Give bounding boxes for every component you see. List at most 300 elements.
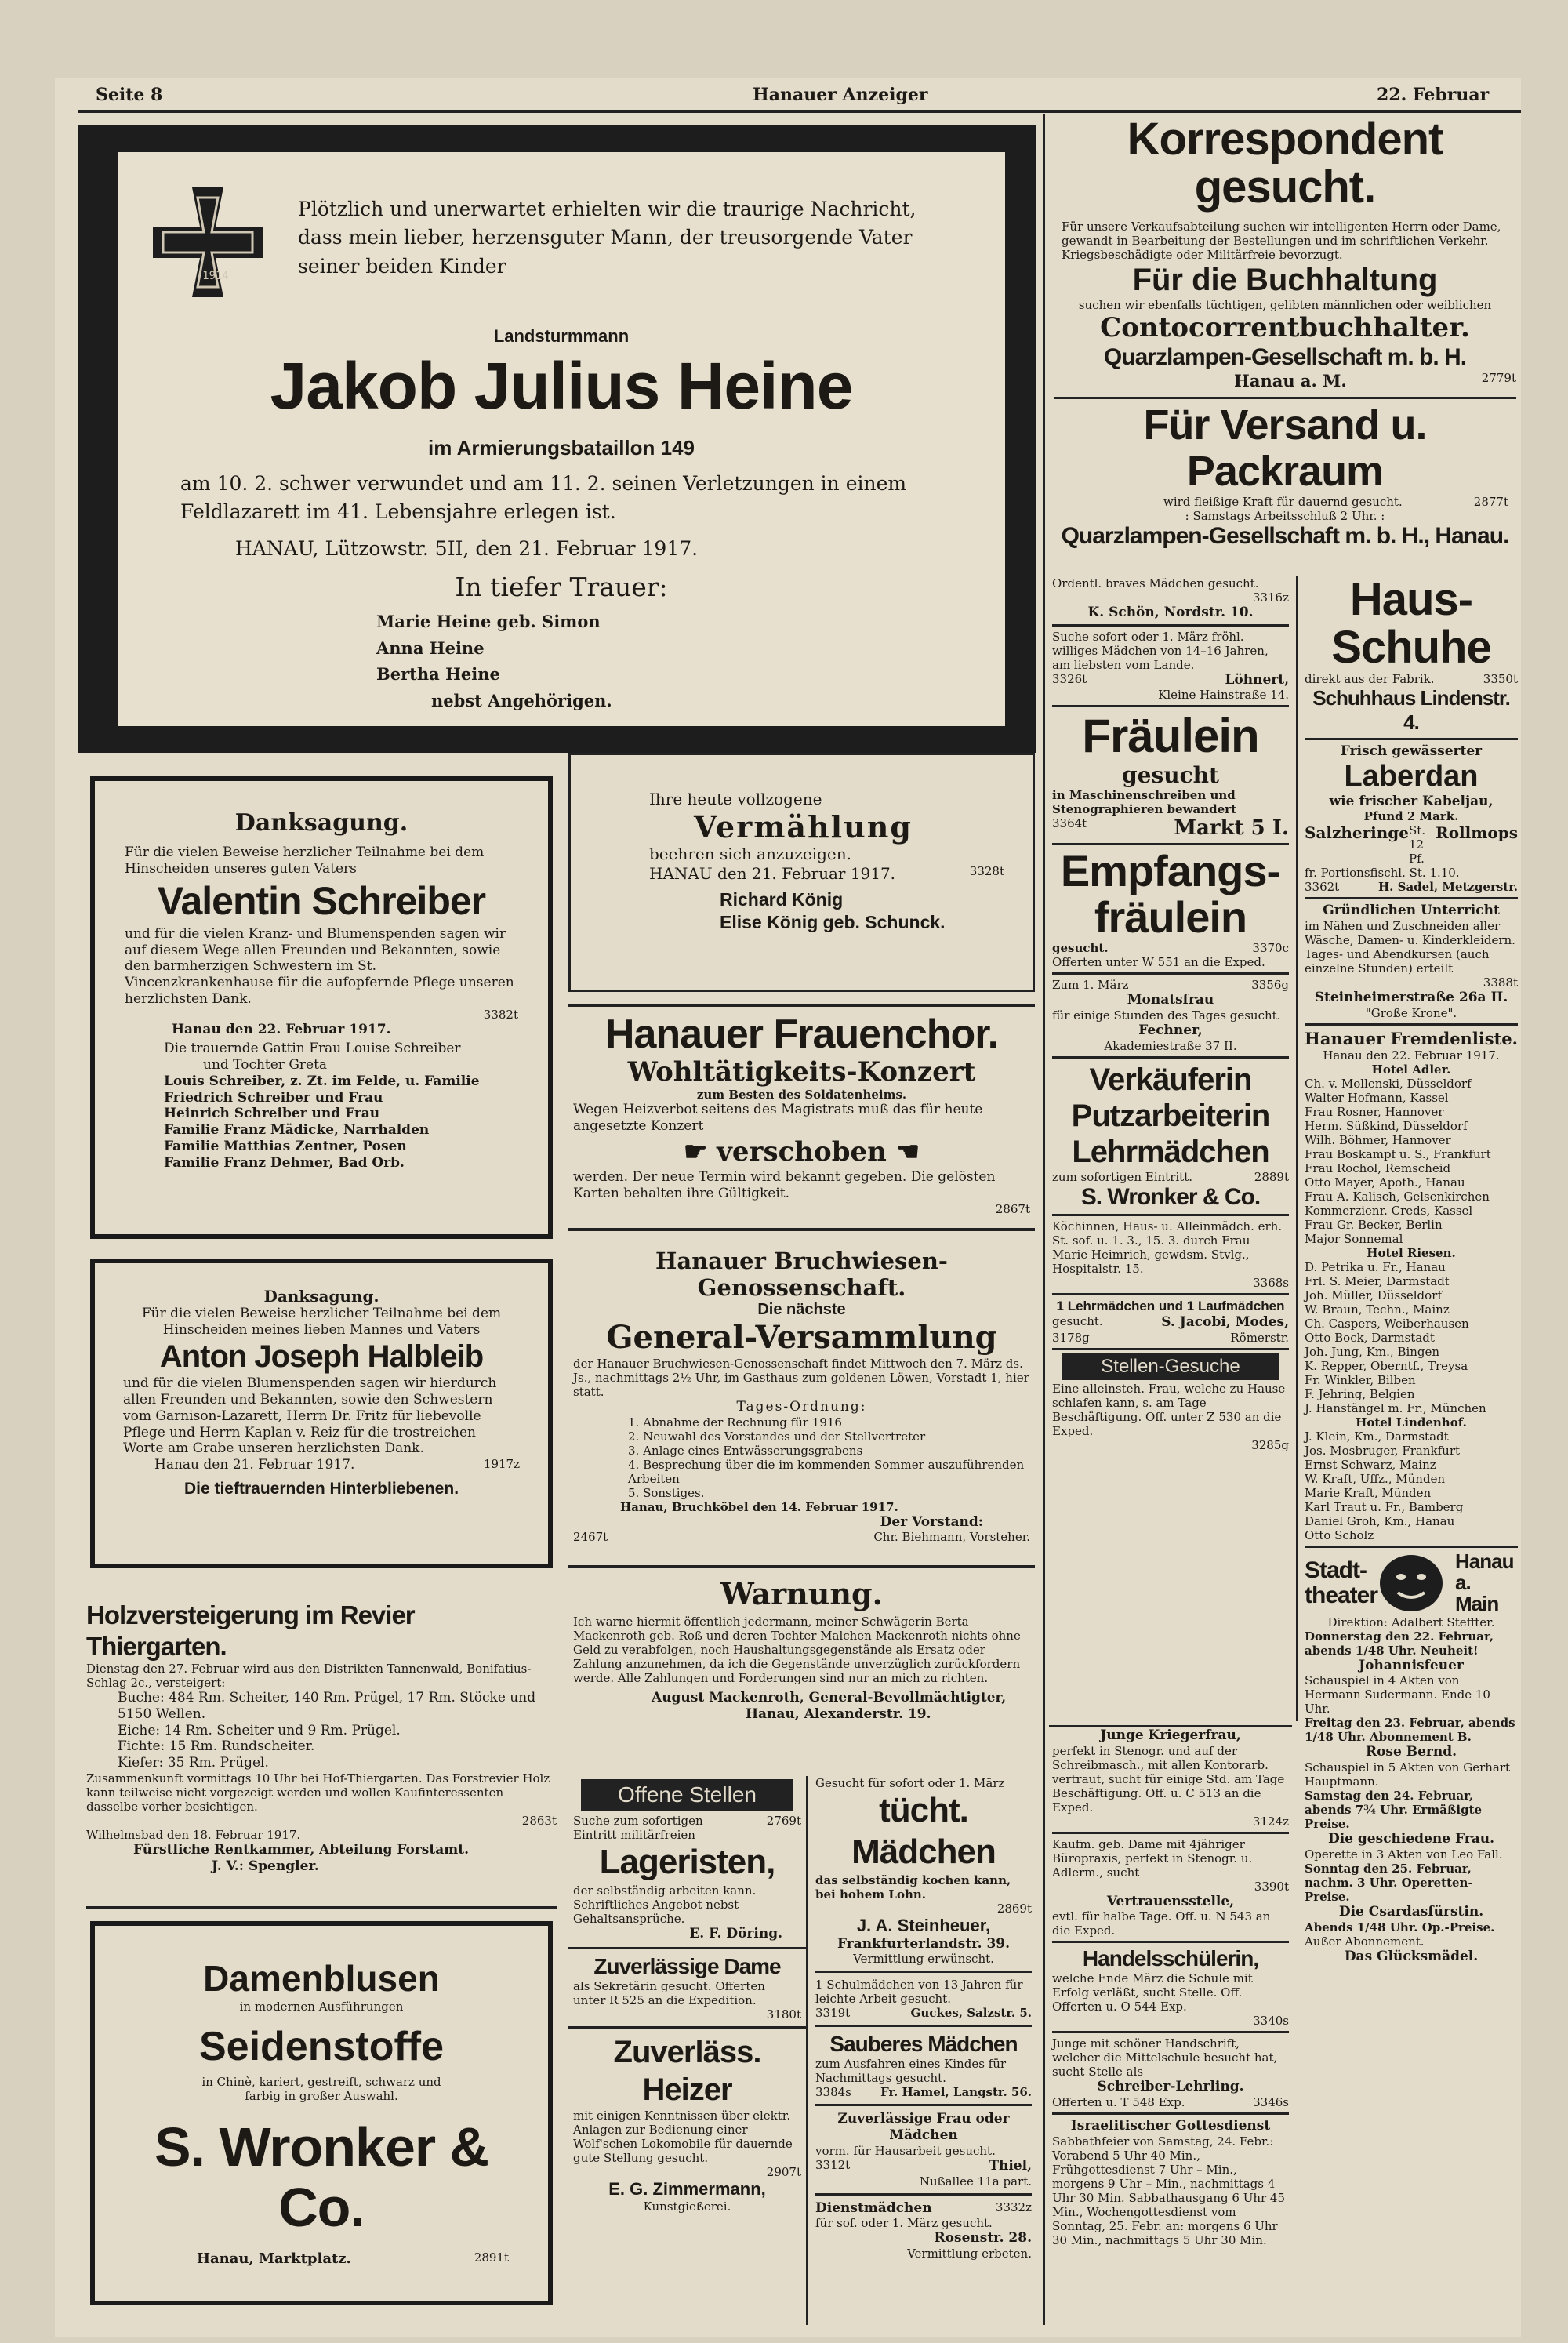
- buch-title2: Contocorrentbuchhalter.: [1100, 311, 1470, 343]
- danksagung2-text: und für die vielen Blumenspenden sagen wir hierdurch allen Freunden und Bekannten, sowie den Schwestern vom Garnison-Lazarett, Herrn Dr. Fritz für liebevolle Pflege und Herrn Kaplan v. Reiz für die trostreichen Worte am Grabe unseren herzlichsten Dank.: [123, 1375, 497, 1457]
- blusen-firm: S. Wronker & Co.: [154, 2116, 489, 2238]
- choir-sub: Wohltätigkeits-Konzert: [627, 1055, 976, 1088]
- divider: [815, 1971, 1032, 1973]
- verk-title2: Putzarbeiterin: [1071, 1098, 1270, 1133]
- holz-sign: Fürstliche Rentkammer, Abteilung Forstamt.: [133, 1841, 469, 1858]
- korr-title: Korrespondent gesucht.: [1127, 116, 1443, 213]
- mourning-family: [376, 608, 768, 714]
- guest: Daniel Groh, Km., Hanau: [1305, 1513, 1455, 1528]
- verk-firm: S. Wronker & Co.: [1080, 1183, 1261, 1210]
- heizer-firm: E. G. Zimmermann,: [608, 2178, 766, 2199]
- fr-date: Hanau den 22. Februar 1917.: [1323, 1048, 1500, 1063]
- perf-line: Freitag den 23. Februar, abends 1/48 Uhr. Abonnement B.: [1305, 1716, 1515, 1745]
- sauber-addr: Fr. Hamel, Langstr. 56.: [880, 2085, 1032, 2100]
- guest: F. Jehring, Belgien: [1305, 1386, 1415, 1401]
- lehr-firm: S. Jacobi, Modes,: [1161, 1314, 1289, 1331]
- haus-text: direkt aus der Fabrik.: [1305, 671, 1435, 686]
- lehr-text: gesucht.: [1052, 1314, 1103, 1329]
- versand-text2: : Samstags Arbeitsschluß 2 Uhr. :: [1185, 509, 1385, 524]
- lande-text: Suche sofort oder 1. März fröhl. williges Mädchen von 14–16 Jahren, am liebsten vom Lande.: [1052, 629, 1269, 672]
- verk-title1: Verkäuferin: [1089, 1062, 1252, 1097]
- perf-line: Johannisfeuer: [1359, 1657, 1464, 1673]
- frau-title: Zuverlässige Frau oder Mädchen: [837, 2111, 1010, 2144]
- unt-text: im Nähen und Zuschneiden aller Wäsche, Damen- u. Kinderkleidern. Tages- und Abendkursen (auch einzelne Stunden) erteilt: [1305, 918, 1515, 975]
- assembly-board: Der Vorstand:: [880, 1513, 983, 1530]
- guest: Frau Rosner, Hannover: [1305, 1104, 1444, 1119]
- choir-postponed: ☛ verschoben ☚: [683, 1135, 920, 1168]
- lehr-row: [1052, 1314, 1289, 1331]
- divider: [1052, 624, 1289, 627]
- mourning-rank: Landsturmmann: [493, 326, 630, 346]
- frau-row: [815, 2158, 1032, 2174]
- lab-roll: Rollmops: [1436, 823, 1518, 843]
- lande-row: [1052, 672, 1289, 688]
- monat-text2: für einige Stunden des Tages gesucht.: [1052, 1008, 1281, 1023]
- assembly-sub: Die nächste: [757, 1301, 846, 1318]
- cross-year: 1914: [202, 270, 229, 282]
- lab-row: [1305, 880, 1518, 894]
- divider: [1052, 2031, 1289, 2033]
- divider: [815, 2193, 1032, 2196]
- wedding-name: Richard König: [720, 889, 844, 910]
- isr-text: Sabbathfeier von Samstag, 24. Febr.: Vorabend 5 Uhr 40 Min., Frühgottesdienst 7 Uhr – Min., morgens 9 Uhr – Min., nachmittags 4 Uhr 30 Min. Sabbathausgang 6 Uhr 45 Min., Wochengottesdienst vom Sonntag, 25. Febr. an: morgens 6 Uhr 30 Min., nachmittags 5 Uhr 30 Min.: [1052, 2134, 1286, 2247]
- monat-addr: Akademiestraße 37 II.: [1104, 1038, 1237, 1053]
- theater-title: Stadt-theater: [1305, 1557, 1378, 1608]
- stellen-col-b: [812, 1776, 1035, 2325]
- divider: [568, 2026, 806, 2029]
- dame-title: Zuverlässige Dame: [593, 1953, 781, 1978]
- wedding-date-row: [602, 864, 1004, 884]
- guest: J. Klein, Km., Darmstadt: [1305, 1429, 1449, 1444]
- m-addr: Frankfurterlandstr. 39.: [837, 1935, 1011, 1952]
- mourning-inner: [118, 152, 1005, 726]
- danksagung-code: 3382t: [483, 1007, 518, 1022]
- sauber-title: Sauberes Mädchen: [829, 2032, 1018, 2057]
- column-rule: [1296, 576, 1298, 1721]
- verk-code: 2889t: [1254, 1169, 1289, 1184]
- guest: D. Petrika u. Fr., Hanau: [1305, 1259, 1446, 1274]
- danksagung2-intro: Für die vielen Beweise herzlicher Teilnahme bei dem Hinscheiden meines lieben Mannes und Vaters: [141, 1306, 502, 1338]
- lab-text: fr. Portionsfischl. St. 1.10.: [1305, 866, 1460, 881]
- holz-item: Kiefer: 35 Rm. Prügel.: [118, 1755, 269, 1771]
- buch-title: Für die Buchhaltung: [1132, 262, 1438, 297]
- mourning-intro: Plötzlich und unerwartet erhielten wir die traurige Nachricht, dass mein lieber, herzensguter Mann, der treusorgende Vater seiner beiden Kinder: [298, 198, 916, 278]
- guest-list-linden: [1305, 1429, 1518, 1542]
- choir-code: 2867t: [995, 1201, 1030, 1216]
- holz-date: Wilhelmsbad den 18. Februar 1917.: [86, 1827, 301, 1842]
- verk-text: zum sofortigen Eintritt.: [1052, 1169, 1192, 1184]
- family-member: nebst Angehörigen.: [431, 690, 612, 710]
- g5-text: Junge mit schöner Handschrift, welcher die Mittelschule besucht hat, sucht Stelle als: [1052, 2036, 1278, 2080]
- divider: [1052, 1832, 1289, 1834]
- holz-item: Buche: 484 Rm. Scheiter, 140 Rm. Prügel, 17 Rm. Stöcke und 5150 Wellen.: [118, 1690, 536, 1722]
- header-rule: [78, 110, 1521, 113]
- dienst-title: Dienstmädchen: [815, 2200, 932, 2216]
- divider: [1052, 1056, 1289, 1059]
- agenda-item: 4. Besprechung über die im kommenden Sommer auszuführenden Arbeiten: [628, 1457, 1025, 1486]
- lager-intro-row: [568, 1814, 806, 1842]
- issue-date: 22. Februar: [1377, 85, 1490, 105]
- m-note: Vermittlung erwünscht.: [853, 1952, 994, 1967]
- g5-title: Schreiber-Lehrling.: [1097, 2079, 1244, 2095]
- danksagung2-date-row: [123, 1457, 520, 1473]
- g3-text2: evtl. für halbe Tage. Off. u. N 543 an die Exped.: [1052, 1909, 1271, 1938]
- guest: W. Braun, Techn., Mainz: [1305, 1302, 1450, 1317]
- assembly-title: Hanauer Bruchwiesen-Genossenschaft.: [655, 1248, 948, 1301]
- deceased-name: Jakob Julius Heine: [270, 349, 853, 423]
- m-firm: J. A. Steinheuer,: [856, 1915, 991, 1935]
- lande-code: 3326t: [1052, 671, 1087, 686]
- theater-performances: [1305, 1629, 1518, 1965]
- g5-text2: Offerten u. T 548 Exp.: [1052, 2095, 1185, 2110]
- agenda-item: 2. Neuwahl des Vorstandes und der Stellvertreter: [628, 1429, 926, 1444]
- right-col-a-lower: [1049, 1725, 1292, 2325]
- guest: Herm. Süßkind, Düsseldorf: [1305, 1118, 1468, 1133]
- divider: [815, 2104, 1032, 2106]
- divider: [1052, 1293, 1289, 1295]
- danksagung2-code: 1917z: [483, 1457, 520, 1472]
- perf-line: Sonntag den 25. Februar, nachm. 3 Uhr. Operetten-Preise.: [1305, 1861, 1473, 1904]
- heizer-code: 2907t: [766, 2164, 801, 2179]
- g5-row: [1052, 2095, 1289, 2109]
- buch-text: suchen wir ebenfalls tüchtigen, gelibten männlichen oder weiblichen: [1078, 297, 1492, 312]
- lehr-title: 1 Lehrmädchen und 1 Laufmädchen: [1056, 1298, 1285, 1313]
- monat-text: Zum 1. März: [1052, 978, 1129, 993]
- guest: Frau Gr. Becker, Berlin: [1305, 1217, 1443, 1232]
- lab-code: 3362t: [1305, 880, 1340, 895]
- deceased-unit: im Armierungsbataillon 149: [427, 436, 695, 460]
- guest: Ch. v. Mollenski, Düsseldorf: [1305, 1076, 1472, 1091]
- guest: Frau Rochol, Remscheid: [1305, 1161, 1451, 1175]
- agenda-item: 1. Abnahme der Rechnung für 1916: [628, 1415, 842, 1429]
- g3-text: Kaufm. geb. Dame mit 4jähriger Büropraxis, perfekt in Stenogr. u. Adlerm., sucht: [1052, 1836, 1253, 1880]
- g2-text: perfekt in Stenogr. und auf der Schreibmasch., mit allen Kontorarb. vertraut, sucht für einige Std. am Tage Beschäftigung. Off. u. C 513 an die Exped.: [1052, 1743, 1285, 1814]
- danksagung-schreiber: [90, 776, 553, 1239]
- versand-row: [1054, 495, 1516, 509]
- guest: Walter Hofmann, Kassel: [1305, 1090, 1449, 1105]
- lab-hering-row: [1305, 823, 1518, 866]
- danksagung-signers: [125, 1041, 518, 1171]
- mourning-line: In tiefer Trauer:: [455, 572, 668, 602]
- g2-code: 3124z: [1252, 1814, 1289, 1829]
- m-title: tücht. Mädchen: [851, 1791, 996, 1871]
- lab-st: St. 12 Pf.: [1409, 823, 1426, 866]
- unt-code: 3388t: [1483, 975, 1518, 990]
- g3-title: Vertrauensstelle,: [1106, 1893, 1235, 1909]
- holz-code: 2863t: [521, 1813, 557, 1828]
- verk-title3: Lehrmädchen: [1072, 1134, 1269, 1169]
- danksagung2-sign: Die tieftrauernden Hinterbliebenen.: [183, 1479, 459, 1498]
- g1-code: 3285g: [1251, 1438, 1289, 1452]
- guest: Fr. Winkler, Bilben: [1305, 1372, 1416, 1387]
- perf-line: Die Csardasfürstin.: [1338, 1903, 1484, 1920]
- blusen-t1: in modernen Ausführungen: [239, 2000, 404, 2014]
- danksagung2-name: Anton Joseph Halbleib: [159, 1339, 484, 1375]
- guest: Major Sonnemal: [1305, 1231, 1403, 1246]
- holz-item: Fichte: 15 Rm. Rundscheiter.: [118, 1738, 315, 1755]
- perf-line: Donnerstag den 22. Februar, abends 1/48 Uhr. Neuheit!: [1305, 1629, 1494, 1658]
- warning-title: Warnung.: [720, 1576, 883, 1611]
- brav-text: Ordentl. braves Mädchen gesucht.: [1052, 576, 1259, 590]
- quarz-place-row: [1054, 371, 1516, 390]
- wedding-name: Elise König geb. Schunck.: [720, 911, 946, 932]
- blusen-ad: [90, 1921, 553, 2305]
- column-rule: [1043, 114, 1045, 2325]
- gesuche-header: Stellen-Gesuche: [1062, 1353, 1279, 1380]
- emp-code: 3370c: [1252, 941, 1289, 956]
- versand-title: Für Versand u. Packraum: [1143, 401, 1427, 495]
- perf-line: Samstag den 24. Februar, abends 7¾ Uhr. Ermäßigte Preise.: [1305, 1789, 1483, 1832]
- agenda-item: 5. Sonstiges.: [628, 1485, 705, 1500]
- blusen-t2: in Chinè, kariert, gestreift, schwarz und farbig in großer Auswahl.: [201, 2075, 441, 2103]
- blusen-addr-row: [111, 2238, 532, 2267]
- family-member: Bertha Heine: [376, 664, 500, 685]
- holz-text2: Zusammenkunft vormittags 10 Uhr bei Hof-Thiergarten. Das Forstrevier Holz kann teilweise nicht vorgezeigt werden und wollen Kaufinteressenten dasselbe vorher besichtigen.: [86, 1771, 550, 1814]
- dienst-note: Vermittlung erbeten.: [907, 2247, 1032, 2261]
- lehr-row2: [1052, 1331, 1289, 1345]
- blusen-title: Damenblusen: [203, 1958, 440, 1999]
- divider: [1305, 1546, 1518, 1548]
- choir-purpose: zum Besten des Soldatenheims.: [696, 1088, 907, 1102]
- mourning-place: HANAU, Lützowstr. 5II, den 21. Februar 1917.: [235, 537, 699, 560]
- holz-items: [86, 1690, 557, 1771]
- danksagung-text: und für die vielen Kranz- und Blumenspenden sagen wir auf diesem Wege allen Freunden und Bekannten, sowie den barmherzigen Schwestern im St. Vincenzkrankenhause für die aufopfernde Pflege unseren herzlichsten Dank.: [125, 925, 514, 1007]
- hotel-adler: Hotel Adler.: [1371, 1062, 1451, 1077]
- stellen-header: Offene Stellen: [581, 1779, 793, 1811]
- g1-text: Eine alleinsteh. Frau, welche zu Hause schlafen kann, s. am Tage Beschäftigung. Off. unter Z 530 an die Exped.: [1052, 1382, 1286, 1438]
- frau-code: 3312t: [815, 2157, 851, 2172]
- wedding-date: HANAU den 21. Februar 1917.: [649, 864, 896, 883]
- schul-text: 1 Schulmädchen von 13 Jahren für leichte Arbeit gesucht.: [815, 1978, 1023, 2007]
- divider: [1052, 843, 1289, 845]
- theater-header: [1305, 1551, 1518, 1615]
- g2-title: Junge Kriegerfrau,: [1100, 1727, 1241, 1743]
- divider: [568, 1947, 806, 1949]
- assembly-text: der Hanauer Bruchwiesen-Genossenschaft findet Mittwoch den 7. März ds. Js., nachmittags 2½ Uhr, im Gasthaus zum goldenen Löwen, Vorstadt 1, hier statt.: [573, 1357, 1029, 1399]
- lehr-addr: Römerstr.: [1230, 1331, 1289, 1345]
- quarz-ads: [1049, 116, 1521, 575]
- perf-line: Operette in 3 Akten von Leo Fall.: [1305, 1847, 1503, 1862]
- lager-text: der selbständig arbeiten kann. Schriftliches Angebot nebst Gehaltsansprüche.: [573, 1883, 757, 1926]
- guest: W. Kraft, Uffz., Münden: [1305, 1471, 1446, 1486]
- dame-text: als Sekretärin gesucht. Offerten unter R 525 an die Expedition.: [573, 1978, 765, 2007]
- iron-cross-icon: [149, 183, 267, 301]
- quarz-place: Hanau a. M.: [1234, 370, 1347, 390]
- m-code: 2869t: [996, 1901, 1032, 1916]
- verk-row: [1052, 1170, 1289, 1184]
- dienst-row: [815, 2200, 1032, 2217]
- schul-code: 3319t: [815, 2006, 851, 2021]
- guest: Otto Bock, Darmstadt: [1305, 1330, 1435, 1345]
- masthead: Hanauer Anzeiger: [753, 85, 928, 105]
- wedding-text: beehren sich anzuzeigen.: [649, 845, 851, 863]
- fr-title: Hanauer Fremdenliste.: [1305, 1028, 1518, 1048]
- guest-list-riesen: [1305, 1260, 1518, 1415]
- assembly-agenda: [573, 1415, 1030, 1500]
- holz-sign2: J. V.: Spengler.: [212, 1858, 319, 1874]
- guest: Ch. Caspers, Weiberhausen: [1305, 1316, 1469, 1331]
- warning-text: Ich warne hiermit öffentlich jedermann, meiner Schwägerin Berta Mackenroth geb. Roß und deren Tochter Malchen Mackenroth nichts ohne Geld zu verabfolgen, noch Haushaltungsgegenstände als Ersatz oder Zahlung anzunehmen, da ich die Gegenstände unverzüglich zurückfordern werde. Alle Zahlungen und Forderungen sind nur an mich zu richten.: [573, 1615, 1021, 1685]
- dienst-text: für sof. oder 1. März gesucht.: [815, 2216, 993, 2231]
- divider: [1305, 897, 1518, 899]
- theater-mask-icon: [1376, 1552, 1446, 1615]
- signer: Familie Franz Dehmer, Bad Orb.: [164, 1154, 405, 1171]
- m-intro: Gesucht für sofort oder 1. März: [815, 1776, 1005, 1790]
- frau-name: Thiel,: [989, 2157, 1032, 2174]
- guest: Joh. Müller, Düsseldorf: [1305, 1288, 1442, 1302]
- choir-text: Wegen Heizverbot seitens des Magistrats muß das für heute angesetzte Konzert: [573, 1102, 983, 1135]
- right-col-b: [1301, 576, 1521, 2325]
- lande-name: Löhnert,: [1225, 671, 1289, 688]
- schul-row: [815, 2006, 1032, 2020]
- guest: J. Hanstängel m. Fr., München: [1305, 1400, 1486, 1415]
- heizer-title: Zuverläss. Heizer: [613, 2034, 761, 2107]
- lager-firm: E. F. Döring.: [689, 1925, 782, 1942]
- divider: [1052, 1214, 1289, 1216]
- assembly-notice: [568, 1243, 1035, 1568]
- emp-title: Empfangs-: [1060, 846, 1281, 896]
- perf-line: Abends 1/48 Uhr. Op.-Preise.: [1305, 1920, 1495, 1934]
- holz-title: Holzversteigerung im Revier Thiergarten.: [86, 1600, 415, 1661]
- frl-row: [1052, 816, 1289, 840]
- divider: [1052, 2112, 1289, 2115]
- divider: [1305, 738, 1518, 740]
- assembly-sign-row: [573, 1530, 1030, 1544]
- guest: Jos. Mosbruger, Frankfurt: [1305, 1443, 1461, 1458]
- assembly-big: General-Versammlung: [606, 1319, 997, 1356]
- danksagung-halbleib: [90, 1259, 553, 1568]
- lager-intro: Suche zum sofortigen Eintritt militärfreien: [573, 1814, 703, 1842]
- page-label: Seite 8: [96, 85, 163, 105]
- lab-intro: Frisch gewässerter: [1340, 743, 1483, 759]
- haus-code: 3350t: [1483, 671, 1518, 686]
- divider: [1305, 1023, 1518, 1026]
- quarz-name2: Quarzlampen-Gesellschaft m. b. H., Hanau.: [1061, 523, 1509, 550]
- guest: Otto Scholz: [1305, 1527, 1374, 1542]
- lab-price: Pfund 2 Mark.: [1363, 809, 1459, 824]
- signer: Friedrich Schreiber und Frau: [164, 1089, 383, 1106]
- sauber-code: 3384s: [815, 2085, 851, 2100]
- signer: Die trauernde Gattin Frau Louise Schreiber: [164, 1041, 461, 1057]
- assembly-code: 2467t: [573, 1530, 608, 1545]
- brav-code: 3316z: [1252, 590, 1289, 605]
- unt-note: "Große Krone".: [1365, 1005, 1457, 1020]
- danksagung2-date: Hanau den 21. Februar 1917.: [154, 1457, 355, 1473]
- frl-addr: Markt 5 I.: [1174, 816, 1289, 841]
- agenda-item: 3. Anlage eines Entwässerungsgrabens: [628, 1443, 863, 1458]
- perf-line: Das Glücksmädel.: [1344, 1948, 1479, 1964]
- right-col-a: [1049, 576, 1292, 1721]
- lab-firm: H. Sadel, Metzgerstr.: [1378, 880, 1518, 895]
- theater-place: Hanau a. Main: [1455, 1549, 1514, 1616]
- emp-text2: Offerten unter W 551 an die Exped.: [1052, 955, 1265, 970]
- guest: K. Repper, Oberntf., Treysa: [1305, 1358, 1468, 1373]
- koch-code: 3368s: [1253, 1275, 1289, 1290]
- choir-postponed-text: verschoben: [717, 1135, 887, 1168]
- versand-code: 2877t: [1473, 495, 1508, 510]
- lager-title: Lageristen,: [599, 1843, 775, 1881]
- warning-notice: [568, 1576, 1035, 1768]
- signer: Familie Matthias Zentner, Posen: [164, 1138, 407, 1154]
- emp-row: [1052, 941, 1289, 955]
- signer: und Tochter Greta: [203, 1057, 328, 1073]
- stellen-col-a: [568, 1776, 808, 2325]
- lande-addr: Kleine Hainstraße 14.: [1158, 688, 1289, 703]
- warning-addr: Hanau, Alexanderstr. 19.: [746, 1705, 931, 1722]
- warning-name: August Mackenroth, General-Bevollmächtigter,: [652, 1690, 1007, 1705]
- family-member: Marie Heine geb. Simon: [376, 612, 601, 631]
- frl-sub: gesucht: [1122, 762, 1219, 789]
- emp-text: gesucht.: [1052, 941, 1109, 956]
- quarz-code: 2779t: [1481, 370, 1516, 385]
- divider: [1052, 1348, 1289, 1350]
- guest: Otto Mayer, Apoth., Hanau: [1305, 1175, 1465, 1190]
- guest: Karl Traut u. Fr., Bamberg: [1305, 1499, 1464, 1514]
- frau-addr: Nußallee 11a part.: [919, 2174, 1032, 2189]
- guest: Ernst Schwarz, Mainz: [1305, 1457, 1436, 1472]
- m-text: das selbständig kochen kann, bei hohem Lohn.: [815, 1873, 1011, 1902]
- assembly-place: Hanau, Bruchköbel den 14. Februar 1917.: [620, 1499, 898, 1514]
- danksagung-intro: Für die vielen Beweise herzlicher Teilnahme bei dem Hinscheiden unseres guten Vaters: [125, 845, 485, 877]
- theater-dir: Direktion: Adalbert Steffter.: [1327, 1615, 1495, 1629]
- frl-code: 3364t: [1052, 816, 1087, 831]
- guest: Kommerzienr. Creds, Kassel: [1305, 1203, 1473, 1218]
- koch-text: Köchinnen, Haus- u. Alleinmädch. erh. St. sof. u. 1. 3., 15. 3. durch Frau Marie Heimrich, gewdsm. Stvlg., Hospitalstr. 15.: [1052, 1219, 1283, 1276]
- assembly-agenda-title: Tages-Ordnung:: [736, 1399, 867, 1415]
- danksagung-title: Danksagung.: [234, 809, 408, 837]
- lab-hering: Salzheringe: [1305, 823, 1410, 843]
- danksagung2-title: Danksagung.: [263, 1287, 379, 1306]
- haus-row: [1305, 672, 1518, 686]
- haus-title: Haus-Schuhe: [1331, 576, 1491, 673]
- emp-title2: fräulein: [1094, 892, 1247, 943]
- lab-title: Laberdan: [1344, 759, 1479, 793]
- monat-row: [1052, 978, 1289, 992]
- guest-list-adler: [1305, 1077, 1518, 1246]
- perf-line: Die geschiedene Frau.: [1327, 1831, 1494, 1847]
- mourning-text: am 10. 2. schwer verwundet und am 11. 2. seinen Verletzungen in einem Feldlazarett im 41. Lebensjahre erlegen ist.: [180, 472, 907, 524]
- unt-addr: Steinheimerstraße 26a II.: [1314, 989, 1508, 1005]
- choir-text2: werden. Der neue Termin wird bekannt gegeben. Die gelösten Karten behalten ihre Gültigkeit.: [573, 1169, 996, 1201]
- divider: [1052, 705, 1289, 707]
- perf-line: Schauspiel in 5 Akten von Gerhart Hauptmann.: [1305, 1760, 1511, 1789]
- g4-code: 3340s: [1253, 2014, 1289, 2029]
- sauber-text: zum Ausfahren eines Kindes für Nachmittags gesucht.: [815, 2057, 1007, 2086]
- frl-text: in Maschinenschreiben und Stenographieren bewandert: [1052, 788, 1236, 817]
- holz-text: Dienstag den 27. Februar wird aus den Distrikten Tannenwald, Bonifatius-Schlag 2c., versteigert:: [86, 1662, 532, 1691]
- monat-name: Fechner,: [1138, 1022, 1203, 1038]
- divider: [1054, 397, 1516, 399]
- danksagung-name: Valentin Schreiber: [157, 879, 486, 924]
- brav-addr: K. Schön, Nordstr. 10.: [1087, 605, 1254, 620]
- choir-notice: [568, 1004, 1035, 1231]
- blusen-title2: Seidenstoffe: [198, 2024, 445, 2069]
- perf-line: Rose Bernd.: [1365, 1744, 1457, 1760]
- hotel-linden: Hotel Lindenhof.: [1356, 1415, 1467, 1429]
- blusen-addr: Hanau, Marktplatz.: [197, 2250, 351, 2267]
- divider: [1052, 1941, 1289, 1943]
- danksagung-date: Hanau den 22. Februar 1917.: [172, 1021, 391, 1037]
- heizer-text: mit einigen Kenntnissen über elektr. Anlagen zur Bedienung einer Wolf'schen Lokomobile für dauernde gute Stellung gesucht.: [573, 2108, 793, 2165]
- frl-title: Fräulein: [1082, 710, 1259, 763]
- signer: Familie Franz Mädicke, Narrhalden: [164, 1122, 430, 1139]
- guest: Joh. Jung, Km., Bingen: [1305, 1344, 1440, 1359]
- g3-code: 3390t: [1254, 1879, 1289, 1894]
- wedding-code: 3328t: [969, 864, 1004, 878]
- unt-title: Gründlichen Unterricht: [1323, 903, 1500, 919]
- guest: Frau A. Kalisch, Gelsenkirchen: [1305, 1189, 1490, 1204]
- dienst-addr: Rosenstr. 28.: [934, 2230, 1032, 2247]
